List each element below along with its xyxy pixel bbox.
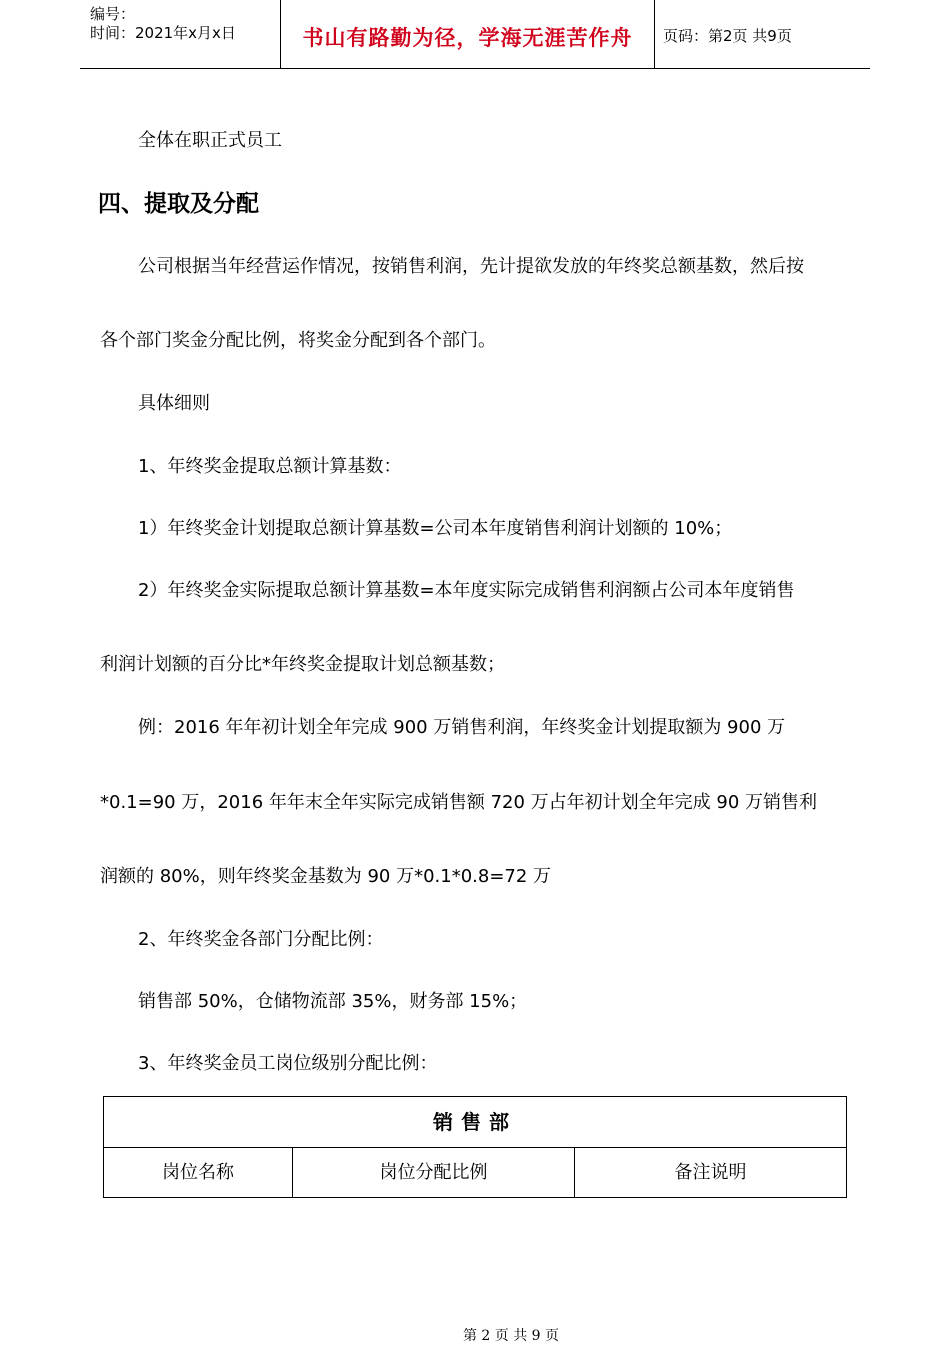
allocation-table — [103, 1096, 847, 1198]
document-time-label: 时间：2021年x月x日 — [90, 24, 236, 42]
page-footer: 第 2 页 共 9 页 — [462, 1328, 560, 1344]
list-item: 1、年终奖金提取总额计算基数： — [138, 456, 402, 477]
paragraph-line: 各个部门奖金分配比例，将奖金分配到各个部门。 — [100, 330, 496, 351]
header-left-cell — [80, 0, 281, 68]
scope-line: 全体在职正式员工 — [138, 130, 282, 151]
list-item: 2）年终奖金实际提取总额计算基数=本年度实际完成销售利润额占公司本年度销售 — [138, 580, 795, 601]
page-header — [80, 0, 870, 69]
header-right-cell — [655, 0, 870, 68]
list-item: 1）年终奖金计划提取总额计算基数=公司本年度销售利润计划额的 10%； — [138, 518, 733, 539]
details-heading: 具体细则 — [138, 393, 210, 414]
list-item: 2、年终奖金各部门分配比例： — [138, 929, 384, 950]
example-line: *0.1=90 万，2016 年年末全年实际完成销售额 720 万占年初计划全年完成 90 万销售利 — [100, 792, 818, 813]
header-motto: 书山有路勤为径，学海无涯苦作舟 — [302, 25, 633, 50]
example-line: 例：2016 年年初计划全年完成 900 万销售利润，年终奖金计划提取额为 900 万 — [138, 717, 786, 738]
header-page-info: 页码：第2页 共9页 — [663, 27, 792, 45]
table-header-cell: 备注说明 — [674, 1162, 747, 1183]
list-item-continuation: 利润计划额的百分比*年终奖金提取计划总额基数； — [100, 654, 505, 675]
document-number-label: 编号： — [90, 5, 136, 23]
table-title: 销售部 — [104, 1097, 846, 1148]
list-item-detail: 销售部 50%，仓储物流部 35%，财务部 15%； — [138, 991, 528, 1012]
example-line: 润额的 80%，则年终奖金基数为 90 万*0.1*0.8=72 万 — [100, 866, 552, 887]
header-middle-cell — [281, 0, 655, 68]
section-title: 四、提取及分配 — [98, 191, 259, 217]
table-header-cell: 岗位名称 — [104, 1148, 293, 1197]
paragraph-line: 公司根据当年经营运作情况，按销售利润，先计提欲发放的年终奖总额基数，然后按 — [138, 256, 804, 277]
table-header-cell: 岗位分配比例 — [293, 1148, 575, 1197]
list-item: 3、年终奖金员工岗位级别分配比例： — [138, 1053, 438, 1074]
